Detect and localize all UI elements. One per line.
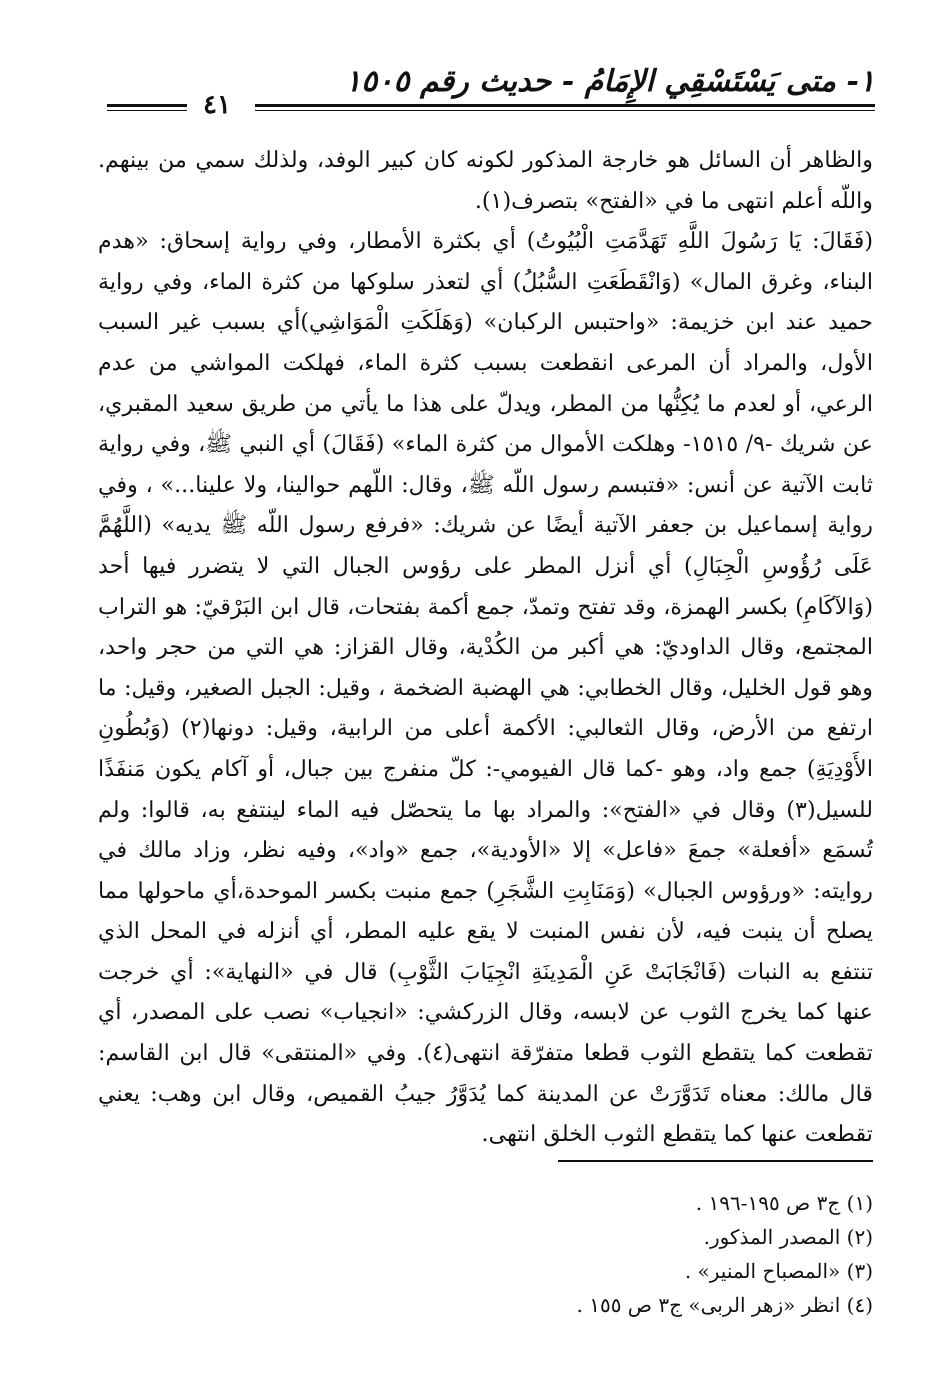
- footnote: (٢) المصدر المذكور.: [703, 1225, 873, 1249]
- footnote: (١) ج٣ ص ١٩٥-١٩٦ .: [695, 1191, 873, 1215]
- page-number: ٤١: [203, 90, 231, 120]
- header-rule-short: [107, 104, 187, 111]
- paragraph: والظاهر أن السائل هو خارجة المذكور لكونه كان كبير الوفد، ولذلك سمي من بينهم. واللّه أعلم انتهى ما في «الفتح» بتصرف(١).: [98, 147, 873, 214]
- page-header: [95, 60, 875, 130]
- footnote: (٤) انظر «زهر الربى» ج٣ ص ١٥٥ .: [576, 1293, 873, 1317]
- running-title: ١- متى يَسْتَسْقِي الإِمَامُ - حديث رقم ١٥٠٥: [345, 64, 875, 99]
- footnotes: [173, 1186, 873, 1322]
- footnote-separator: [558, 1160, 873, 1162]
- header-rule: [255, 104, 875, 111]
- body-text: [98, 140, 873, 1155]
- paragraph: (فَقَالَ: يَا رَسُولَ اللَّهِ تَهَدَّمَتِ الْبُيُوتُ) أي بكثرة الأمطار، وفي رواية إسحاق: «هدم البناء، وغرق المال» (وَانْقَطَعَتِ السُّبُلُ) أي لتعذر سلوكها من كثرة الماء، وفي رواية حميد عند ابن خزيمة: «واحتبس الركبان» (وَهَلَكَتِ الْمَوَاشِي)أي بسبب غير السبب الأول، والمراد أن المرعى انقطعت بسبب كثرة الماء، فهلكت المواشي من عدم الرعي، أو لعدم ما يُكِنُّها من المطر، ويدلّ على هذا ما يأتي من طريق سعيد المقبري، عن شريك -٩/ ١٥١٥- وهلكت الأموال من كثرة الماء» (فَقَالَ) أي النبي ﷺ، وفي رواية ثابت الآتية عن أنس: «فتبسم رسول اللّه ﷺ، وقال: اللّهم حوالينا، ولا علينا...» ، وفي رواية إسماعيل بن جعفر الآتية أيضًا عن شريك: «فرفع رسول اللّه ﷺ يديه» (اللَّهُمَّ عَلَى رُؤُوسِ الْجِبَالِ) أي أنزل المطر على رؤوس الجبال التي لا يتضرر فيها أحد (وَالآكَامِ) بكسر الهمزة، وقد تفتح وتمدّ، جمع أكمة بفتحات، قال ابن البَرْقيّ: هو التراب المجتمع، وقال الداوديّ: هي أكبر من الكُدْية، وقال القزاز: هي التي من حجر واحد، وهو قول الخليل، وقال الخطابي: هي الهضبة الضخمة ، وقيل: الجبل الصغير، وقيل: ما ارتفع من الأرض، وقال الثعالبي: الأكمة أعلى من الرابية، وقيل: دونها(٢) (وَبُطُونِ الأَوْدِيَةِ) جمع واد، وهو -كما قال الفيومي-: كلّ منفرج بين جبال، أو آكام يكون مَنفَذًا للسيل(٣) وقال في «الفتح»: والمراد بها ما يتحصّل فيه الماء لينتفع به، قالوا: ولم تُسمَع «أفعلة» جمعَ «فاعل» إلا «الأودية»، جمع «واد»، وفيه نظر، وزاد مالك في روايته: «ورؤوس الجبال» (وَمَنَابِتِ الشَّجَرِ) جمع منبت بكسر الموحدة،أي ماحولها مما يصلح أن ينبت فيه، لأن نفس المنبت لا يقع عليه المطر، أي أنزله في المحل الذي تنتفع به النبات (فَانْجَابَتْ عَنِ الْمَدِينَةِ انْجِيَابَ الثَّوْبِ) قال في «النهاية»: أي خرجت عنها كما يخرج الثوب عن لابسه، وقال الزركشي: «انجياب» نصب على المصدر، أي تقطعت كما يتقطع الثوب قطعا متفرّقة انتهى(٤). وفي «المنتقى» قال ابن القاسم: قال مالك: معناه تَدَوَّرَتْ عن المدينة كما يُدَوَّرُ جيبُ القميص، وقال ابن وهب: يعني تقطعت عنها كما يتقطع الثوب الخلق انتهى.: [98, 228, 874, 1148]
- footnote: (٣) «المصباح المنير» .: [684, 1259, 873, 1283]
